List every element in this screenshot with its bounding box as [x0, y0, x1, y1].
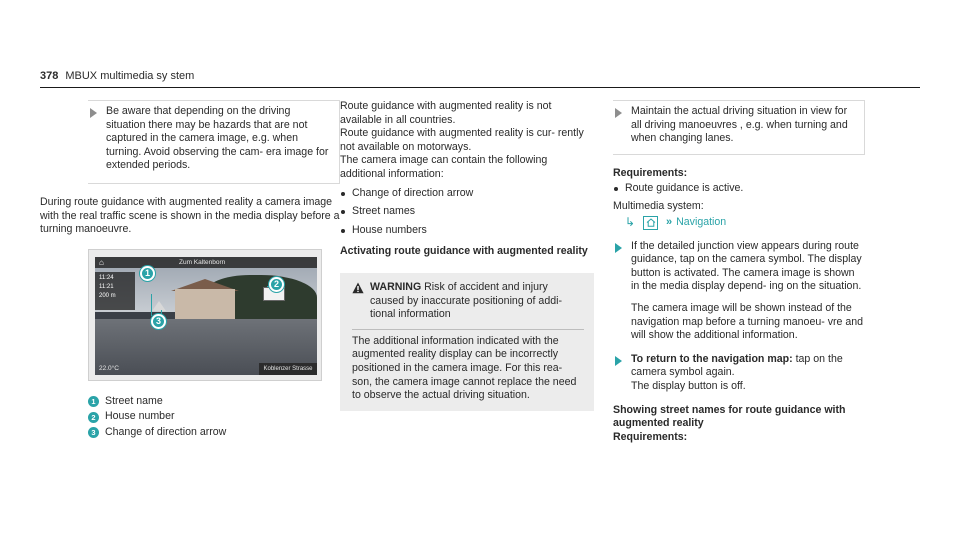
info-intro-paragraph: The camera image can contain the following additional information:: [340, 154, 548, 180]
page-header: [40, 70, 194, 84]
arrow-bullet-icon: [615, 108, 622, 118]
callout-2: 2: [269, 277, 284, 292]
callout-1: 1: [140, 266, 155, 281]
list-item: Route guidance is active.: [613, 182, 865, 196]
callout-1-leader: [151, 294, 152, 316]
legend-item: [88, 410, 340, 424]
note-box-2: [613, 100, 865, 155]
home-button[interactable]: [643, 216, 658, 230]
page-title: MBUX multimedia sy stem: [65, 70, 195, 82]
column-3: [613, 100, 865, 444]
panel-line-3: 200 m: [99, 292, 116, 299]
note-text: Maintain the actual driving situation in view for all driving manoeuvres , e.g. when turning and when changing lanes.: [631, 105, 848, 145]
column-1: [40, 100, 340, 440]
warning-triangle-icon: [352, 282, 364, 294]
info-list: [340, 187, 594, 238]
legend-label: Street name: [105, 394, 163, 407]
warning-header: [352, 281, 584, 322]
requirements-heading: Requirements:: [613, 166, 688, 179]
step-1-result: The camera image will be shown instead of the navigation map before a turning manoeu- vre and will show the additional information.: [631, 301, 864, 342]
warning-divider: [352, 329, 584, 330]
figure-street-name: Zum Kaltenborn: [179, 258, 226, 266]
motorway-paragraph: Route guidance with augmented reality is cur- rently not available on motorways.: [340, 127, 584, 153]
note-paragraph: [88, 105, 329, 173]
column-2: [340, 100, 594, 411]
warning-label: WARNING: [370, 280, 422, 293]
camera-image-figure: [88, 249, 322, 381]
section-heading: Activating route guidance with augmented reality: [340, 245, 588, 258]
menu-path: [613, 216, 865, 230]
panel-line-2: 11:21: [99, 283, 114, 290]
figure-temperature: 22.0°C: [99, 364, 119, 372]
navigation-menu-item[interactable]: Navigation: [676, 215, 727, 228]
requirements-heading-2: Requirements:: [613, 430, 688, 443]
step-arrow-icon: [615, 356, 622, 366]
note-box-1: [88, 100, 340, 184]
step-2-bold: To return to the navigation map:: [631, 352, 793, 365]
step-2-rest: tap on the camera symbol again.: [631, 352, 843, 379]
legend-number: 2: [88, 412, 99, 423]
header-divider: [40, 87, 920, 88]
intro-paragraph: During route guidance with augmented reality a camera image with the real traffic scene is shown in the media display before a turning manoeuvre.: [40, 195, 340, 236]
legend-number: 3: [88, 427, 99, 438]
section-heading-2: Showing street names for route guidance with augmented reality: [613, 403, 846, 430]
callout-3: 3: [151, 314, 166, 329]
figure-exit-street: Koblenzer Strasse: [259, 363, 317, 375]
camera-image: [95, 257, 317, 375]
warning-box: [340, 273, 594, 411]
requirements-list: [613, 182, 865, 196]
step-1: [613, 240, 865, 343]
panel-line-1: 11:24: [99, 274, 114, 281]
list-item: House numbers: [340, 224, 594, 238]
list-item: Street names: [340, 205, 594, 219]
warning-body: The additional information indicated with the augmented reality display can be incorrectly positioned in the camera image. For this rea- son, the camera image cannot replace the need to observe the actual driving situation.: [352, 334, 577, 402]
legend-label: House number: [105, 410, 175, 423]
legend-number: 1: [88, 396, 99, 407]
step-2: [613, 353, 865, 394]
step-2-text: [631, 353, 865, 380]
figure-info-panel: [95, 272, 135, 310]
list-item: Change of direction arrow: [340, 187, 594, 201]
arrow-bullet-icon: [90, 108, 97, 118]
direction-arrow-icon: [152, 301, 166, 311]
availability-paragraph: Route guidance with augmented reality is not available in all countries.: [340, 100, 552, 126]
note-paragraph: [613, 105, 854, 146]
step-arrow-icon: [615, 243, 622, 253]
multimedia-label: Multimedia system:: [613, 199, 704, 212]
legend-label: Change of direction arrow: [105, 425, 227, 438]
warning-text: Risk of accident and injury caused by inaccurate positioning of addi- tional information: [370, 280, 562, 321]
step-2-result: The display button is off.: [631, 379, 746, 392]
figure-house: [175, 289, 235, 319]
return-arrow-icon: ↳: [625, 214, 636, 229]
figure-top-bar: [95, 257, 317, 268]
chevron-right-icon: »: [666, 215, 673, 228]
legend-item: [88, 395, 340, 409]
page-number: 378: [40, 70, 59, 82]
home-icon: ⌂: [99, 257, 104, 267]
warning-summary: [370, 281, 584, 322]
note-text: Be aware that depending on the driving situation there may be hazards that are not captured in the camera image, e.g. when turning. Avoid observing the cam- era image for extended periods.: [106, 105, 329, 172]
home-icon: [646, 218, 656, 227]
legend-item: [88, 426, 340, 440]
step-1-text: If the detailed junction view appears during route guidance, tap on the camera symbol. The display button is activated. The camera image is shown in the media display depend- ing on the situation.: [631, 239, 862, 293]
figure-legend: [88, 395, 340, 440]
